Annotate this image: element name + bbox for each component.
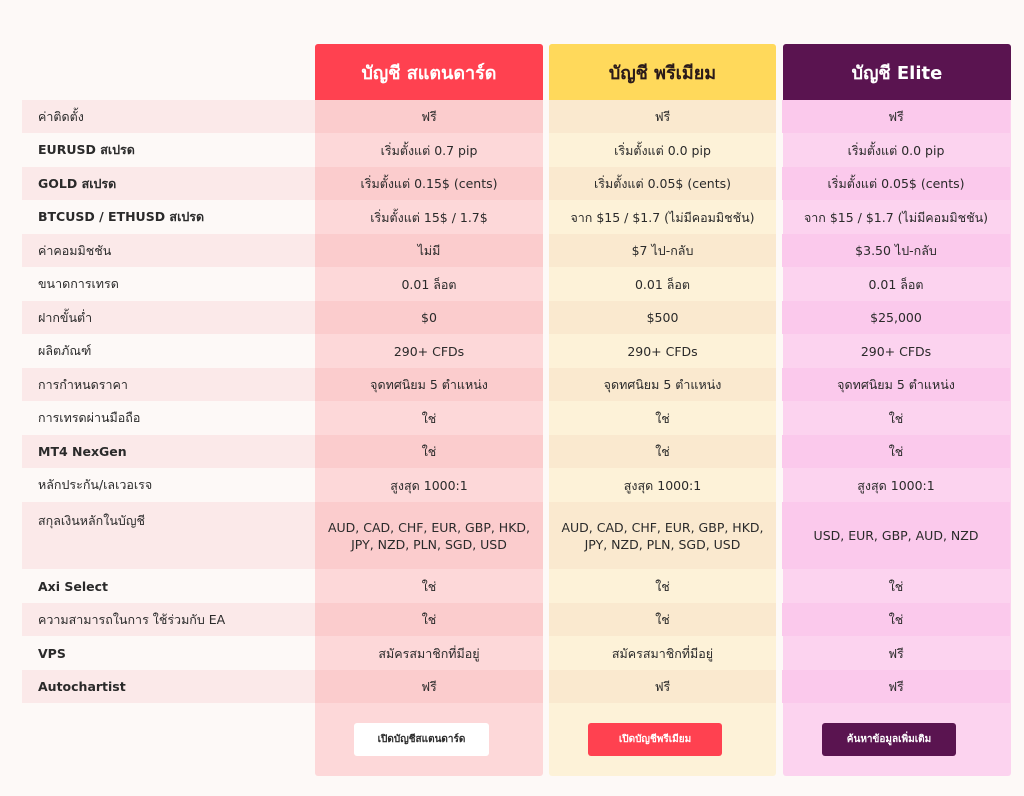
premium-value-cell: เริ่มตั้งแต่ 0.05$ (cents) bbox=[549, 167, 776, 200]
standard-value-cell: ใช่ bbox=[421, 410, 437, 426]
premium-value-cell: จุดทศนิยม 5 ตำแหน่ง bbox=[549, 368, 776, 401]
premium-value-cell: เริ่มตั้งแต่ 0.0 pip bbox=[614, 142, 711, 158]
table-row bbox=[22, 636, 1011, 670]
premium-value-cell: ใช่ bbox=[549, 603, 776, 636]
row-label: ความสามารถในการ ใช้ร่วมกับ EA bbox=[22, 603, 315, 636]
premium-value-cell: $500 bbox=[549, 301, 776, 334]
row-label: ฝากขั้นต่ำ bbox=[22, 301, 315, 334]
table-row bbox=[22, 435, 1011, 468]
row-label: การเทรดผ่านมือถือ bbox=[38, 410, 141, 425]
standard-value-cell: จุดทศนิยม 5 ตำแหน่ง bbox=[315, 368, 543, 401]
table-row bbox=[22, 401, 1011, 435]
table-row bbox=[22, 133, 1011, 167]
elite-value-cell: ฟรี bbox=[888, 645, 904, 661]
premium-value-cell: จาก $15 / $1.7 (ไม่มีคอมมิชชัน) bbox=[570, 209, 755, 225]
table-row bbox=[22, 603, 1011, 636]
premium-value-cell: ใช่ bbox=[549, 435, 776, 468]
elite-value-cell: 290+ CFDs bbox=[860, 343, 932, 359]
premium-value-cell: ใช่ bbox=[655, 578, 670, 594]
row-label: Autochartist bbox=[22, 670, 315, 703]
table-row bbox=[22, 267, 1011, 301]
premium-value-cell: AUD, CAD, CHF, EUR, GBP, HKD, JPY, NZD, PLN, SGD, USD bbox=[549, 502, 776, 569]
row-label: ผลิตภัณฑ์ bbox=[38, 343, 92, 358]
table-row bbox=[22, 502, 1011, 569]
table-row bbox=[22, 301, 1011, 334]
elite-value-cell: ใช่ bbox=[888, 578, 904, 594]
standard-value-cell: ใช่ bbox=[315, 603, 543, 636]
learn-more-elite-button[interactable]: ค้นหาข้อมูลเพิ่มเติม bbox=[822, 723, 956, 756]
open-standard-account-button[interactable]: เปิดบัญชีสแตนดาร์ด bbox=[354, 723, 489, 756]
table-row bbox=[22, 468, 1011, 502]
premium-plan-header: บัญชี พรีเมียม bbox=[549, 44, 776, 100]
elite-value-cell: จาก $15 / $1.7 (ไม่มีคอมมิชชัน) bbox=[803, 209, 989, 225]
standard-value-cell: เริ่มตั้งแต่ 15$ / 1.7$ bbox=[370, 209, 488, 225]
elite-plan-header: บัญชี Elite bbox=[783, 44, 1011, 100]
table-row bbox=[22, 670, 1011, 703]
standard-value-cell: สมัครสมาชิกที่มีอยู่ bbox=[378, 645, 480, 661]
elite-value-cell: จุดทศนิยม 5 ตำแหน่ง bbox=[782, 368, 1010, 401]
elite-value-cell: เริ่มตั้งแต่ 0.0 pip bbox=[847, 142, 945, 158]
table-row bbox=[22, 569, 1011, 603]
elite-value-cell: ใช่ bbox=[888, 410, 904, 426]
elite-value-cell: $25,000 bbox=[782, 301, 1010, 334]
open-premium-account-button[interactable]: เปิดบัญชีพรีเมียม bbox=[588, 723, 722, 756]
table-row bbox=[22, 234, 1011, 267]
elite-value-cell: USD, EUR, GBP, AUD, NZD bbox=[782, 502, 1010, 569]
table-row bbox=[22, 334, 1011, 368]
row-label: หลักประกัน/เลเวอเรจ bbox=[38, 477, 153, 492]
standard-value-cell: AUD, CAD, CHF, EUR, GBP, HKD, JPY, NZD, PLN, SGD, USD bbox=[315, 502, 543, 569]
standard-value-cell: เริ่มตั้งแต่ 0.7 pip bbox=[380, 142, 478, 158]
elite-value-cell: $3.50 ไป-กลับ bbox=[782, 234, 1010, 267]
row-label: ค่าคอมมิชชัน bbox=[22, 234, 315, 267]
standard-value-cell: ไม่มี bbox=[315, 234, 543, 267]
premium-value-cell: 0.01 ล็อต bbox=[634, 276, 691, 292]
row-label: ค่าติดตั้ง bbox=[22, 100, 315, 133]
row-label: GOLD สเปรด bbox=[22, 167, 315, 200]
standard-value-cell: $0 bbox=[315, 301, 543, 334]
table-row bbox=[22, 100, 1011, 133]
standard-value-cell: ฟรี bbox=[315, 100, 543, 133]
standard-plan-header: บัญชี สแตนดาร์ด bbox=[315, 44, 543, 100]
standard-value-cell: ฟรี bbox=[315, 670, 543, 703]
table-row bbox=[22, 368, 1011, 401]
premium-value-cell: สมัครสมาชิกที่มีอยู่ bbox=[611, 645, 714, 661]
standard-value-cell: ใช่ bbox=[315, 435, 543, 468]
elite-value-cell: ฟรี bbox=[782, 100, 1010, 133]
elite-value-cell: 0.01 ล็อต bbox=[868, 276, 924, 292]
row-label: EURUSD สเปรด bbox=[38, 142, 135, 157]
premium-value-cell: สูงสุด 1000:1 bbox=[623, 477, 702, 493]
row-label: สกุลเงินหลักในบัญชี bbox=[22, 502, 315, 569]
elite-value-cell: เริ่มตั้งแต่ 0.05$ (cents) bbox=[782, 167, 1010, 200]
premium-value-cell: 290+ CFDs bbox=[627, 343, 698, 359]
comparison-table bbox=[22, 100, 1011, 703]
row-label: ขนาดการเทรด bbox=[38, 276, 119, 291]
elite-value-cell: ฟรี bbox=[782, 670, 1010, 703]
table-row bbox=[22, 200, 1011, 234]
premium-value-cell: ฟรี bbox=[549, 670, 776, 703]
premium-value-cell: ฟรี bbox=[549, 100, 776, 133]
row-label: VPS bbox=[38, 645, 66, 661]
row-label: การกำหนดราคา bbox=[22, 368, 315, 401]
table-row bbox=[22, 167, 1011, 200]
row-label: MT4 NexGen bbox=[22, 435, 315, 468]
elite-value-cell: ใช่ bbox=[782, 603, 1010, 636]
standard-value-cell: 0.01 ล็อต bbox=[401, 276, 457, 292]
elite-value-cell: ใช่ bbox=[782, 435, 1010, 468]
standard-value-cell: 290+ CFDs bbox=[393, 343, 465, 359]
row-label: Axi Select bbox=[38, 578, 109, 594]
row-label: BTCUSD / ETHUSD สเปรด bbox=[38, 209, 205, 224]
premium-value-cell: ใช่ bbox=[655, 410, 670, 426]
standard-value-cell: เริ่มตั้งแต่ 0.15$ (cents) bbox=[315, 167, 543, 200]
standard-value-cell: สูงสุด 1000:1 bbox=[390, 477, 468, 493]
elite-value-cell: สูงสุด 1000:1 bbox=[857, 477, 935, 493]
standard-value-cell: ใช่ bbox=[421, 578, 437, 594]
premium-value-cell: $7 ไป-กลับ bbox=[549, 234, 776, 267]
